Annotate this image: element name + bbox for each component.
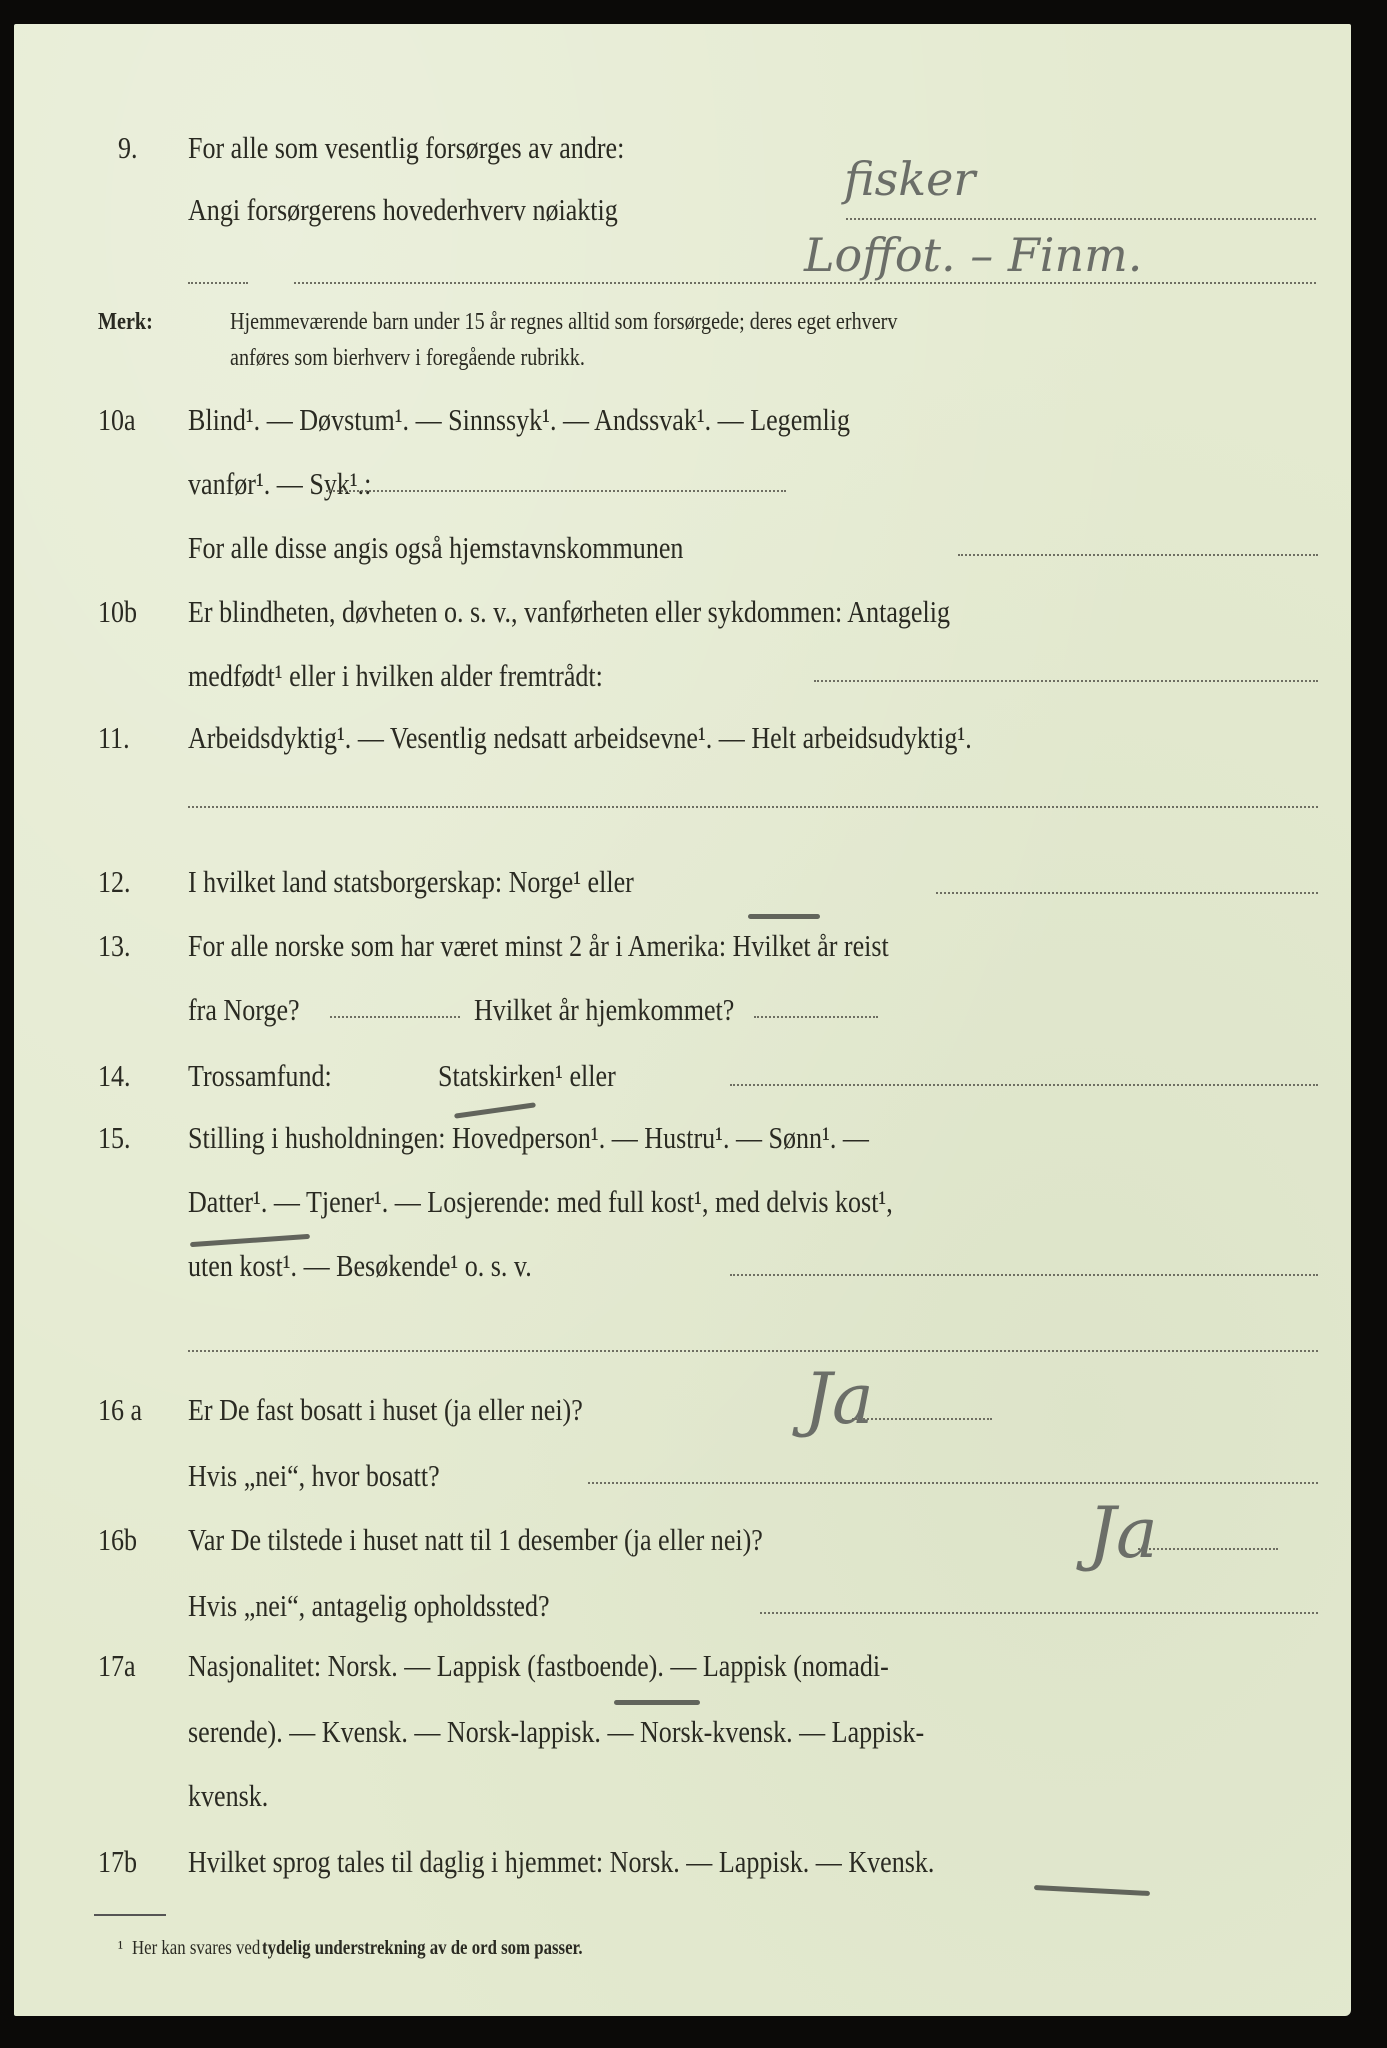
footnote-text-bold: tydelig understrekning av de ord som passer.	[262, 1937, 583, 1959]
q17a-lappisk-underline	[614, 1700, 700, 1705]
q15-line3: uten kost¹. — Besøkende¹ o. s. v.	[188, 1248, 532, 1283]
q9-number: 9.	[118, 130, 138, 165]
q10a-line2: vanfør¹. — Syk¹.:	[188, 466, 372, 501]
q10b-line2: medfødt¹ eller i hvilken alder fremtrådt:	[188, 658, 603, 693]
q16b-handwritten-answer: Ja	[1088, 1492, 1158, 1574]
q9-handwritten-answer-2: Loffot. – Finm.	[804, 228, 1143, 282]
q10b-line1: Er blindheten, døvheten o. s. v., vanførheten eller sykdommen: Antagelig	[188, 594, 950, 629]
q16b-line2: Hvis „nei“, antagelig opholdssted?	[188, 1588, 550, 1623]
q9-handwritten-answer-1: fisker	[844, 152, 976, 206]
merk-line2: anføres som bierhverv i foregående rubrikk.	[230, 345, 585, 371]
q12-number: 12.	[98, 864, 131, 899]
q12-answer-line[interactable]	[936, 892, 1318, 894]
q17a-number: 17a	[98, 1648, 136, 1683]
q14-line1b: Statskirken¹ eller	[438, 1058, 616, 1093]
q14-line1a: Trossamfund:	[188, 1058, 332, 1093]
q13-reist-answer-line[interactable]	[330, 1016, 460, 1018]
q15-line2: Datter¹. — Tjener¹. — Losjerende: med full kost¹, med delvis kost¹,	[188, 1184, 893, 1219]
q16b-number: 16b	[98, 1522, 138, 1557]
q11-number: 11.	[98, 720, 130, 755]
q11-line1: Arbeidsdyktig¹. — Vesentlig nedsatt arbeidsevne¹. — Helt arbeidsudyktig¹.	[188, 720, 972, 755]
q9-answer-line-2b[interactable]	[294, 282, 1316, 284]
q17b-number: 17b	[98, 1844, 138, 1879]
q10a-syk-answer-line[interactable]	[326, 490, 786, 492]
q10b-answer-line[interactable]	[814, 680, 1318, 682]
q9-line1: For alle som vesentlig forsørges av andre:	[188, 130, 625, 165]
q10a-line1: Blind¹. — Døvstum¹. — Sinnssyk¹. — Andssvak¹. — Legemlig	[188, 402, 850, 437]
q15-line1: Stilling i husholdningen: Hovedperson¹. — Hustru¹. — Sønn¹. —	[188, 1120, 869, 1155]
q16b-opholdssted-answer-line[interactable]	[760, 1612, 1318, 1614]
q10a-line3: For alle disse angis også hjemstavnskommunen	[188, 530, 684, 565]
footnote-rule	[94, 1914, 166, 1916]
merk-label: Merk:	[98, 309, 153, 335]
q16a-line1: Er De fast bosatt i huset (ja eller nei)?	[188, 1392, 583, 1427]
q10a-number: 10a	[98, 402, 136, 437]
q16a-hvor-bosatt-answer-line[interactable]	[588, 1482, 1318, 1484]
q15-answer-line-1[interactable]	[730, 1274, 1318, 1276]
q13-number: 13.	[98, 928, 131, 963]
merk-line1: Hjemmeværende barn under 15 år regnes alltid som forsørgede; deres eget erhverv	[230, 309, 898, 335]
q17b-line1: Hvilket sprog tales til daglig i hjemmet: Norsk. — Lappisk. — Kvensk.	[188, 1844, 935, 1879]
q13-line2b: Hvilket år hjemkommet?	[474, 992, 735, 1027]
q9-answer-line-2a[interactable]	[188, 282, 248, 284]
q17a-line1: Nasjonalitet: Norsk. — Lappisk (fastboende). — Lappisk (nomadi-	[188, 1648, 889, 1683]
q12-norge-underline	[748, 914, 820, 919]
q10b-number: 10b	[98, 594, 138, 629]
q9-answer-line-1[interactable]	[846, 218, 1316, 220]
q16a-number: 16 a	[98, 1392, 143, 1427]
q15-answer-line-2[interactable]	[188, 1350, 1318, 1352]
q14-number: 14.	[98, 1058, 131, 1093]
q13-line1: For alle norske som har været minst 2 år i Amerika: Hvilket år reist	[188, 928, 889, 963]
q17b-lappisk-underline	[1034, 1885, 1150, 1896]
footnote-marker: ¹	[118, 1937, 124, 1959]
q16b-line1: Var De tilstede i huset natt til 1 desember (ja eller nei)?	[188, 1522, 763, 1557]
q15-number: 15.	[98, 1120, 131, 1155]
q13-hjemkommet-answer-line[interactable]	[754, 1016, 878, 1018]
q16b-answer-line[interactable]	[1138, 1548, 1278, 1550]
footnote-text-plain: Her kan svares ved	[132, 1937, 261, 1959]
q13-line2a: fra Norge?	[188, 992, 300, 1027]
census-form-page	[14, 24, 1351, 2016]
q17a-line3: kvensk.	[188, 1778, 269, 1813]
q16a-line2: Hvis „nei“, hvor bosatt?	[188, 1458, 440, 1493]
q14-answer-line[interactable]	[730, 1084, 1318, 1086]
q17a-line2: serende). — Kvensk. — Norsk-lappisk. — Norsk-kvensk. — Lappisk-	[188, 1714, 925, 1749]
q9-line2: Angi forsørgerens hovederhverv nøiaktig	[188, 192, 618, 227]
q11-answer-line[interactable]	[188, 806, 1318, 808]
q12-line1: I hvilket land statsborgerskap: Norge¹ eller	[188, 864, 634, 899]
q16a-handwritten-answer: Ja	[804, 1358, 874, 1440]
q14-statskirken-underline	[454, 1102, 536, 1118]
q15-datter-underline	[190, 1234, 310, 1247]
q10a-hjemstavn-answer-line[interactable]	[958, 554, 1318, 556]
